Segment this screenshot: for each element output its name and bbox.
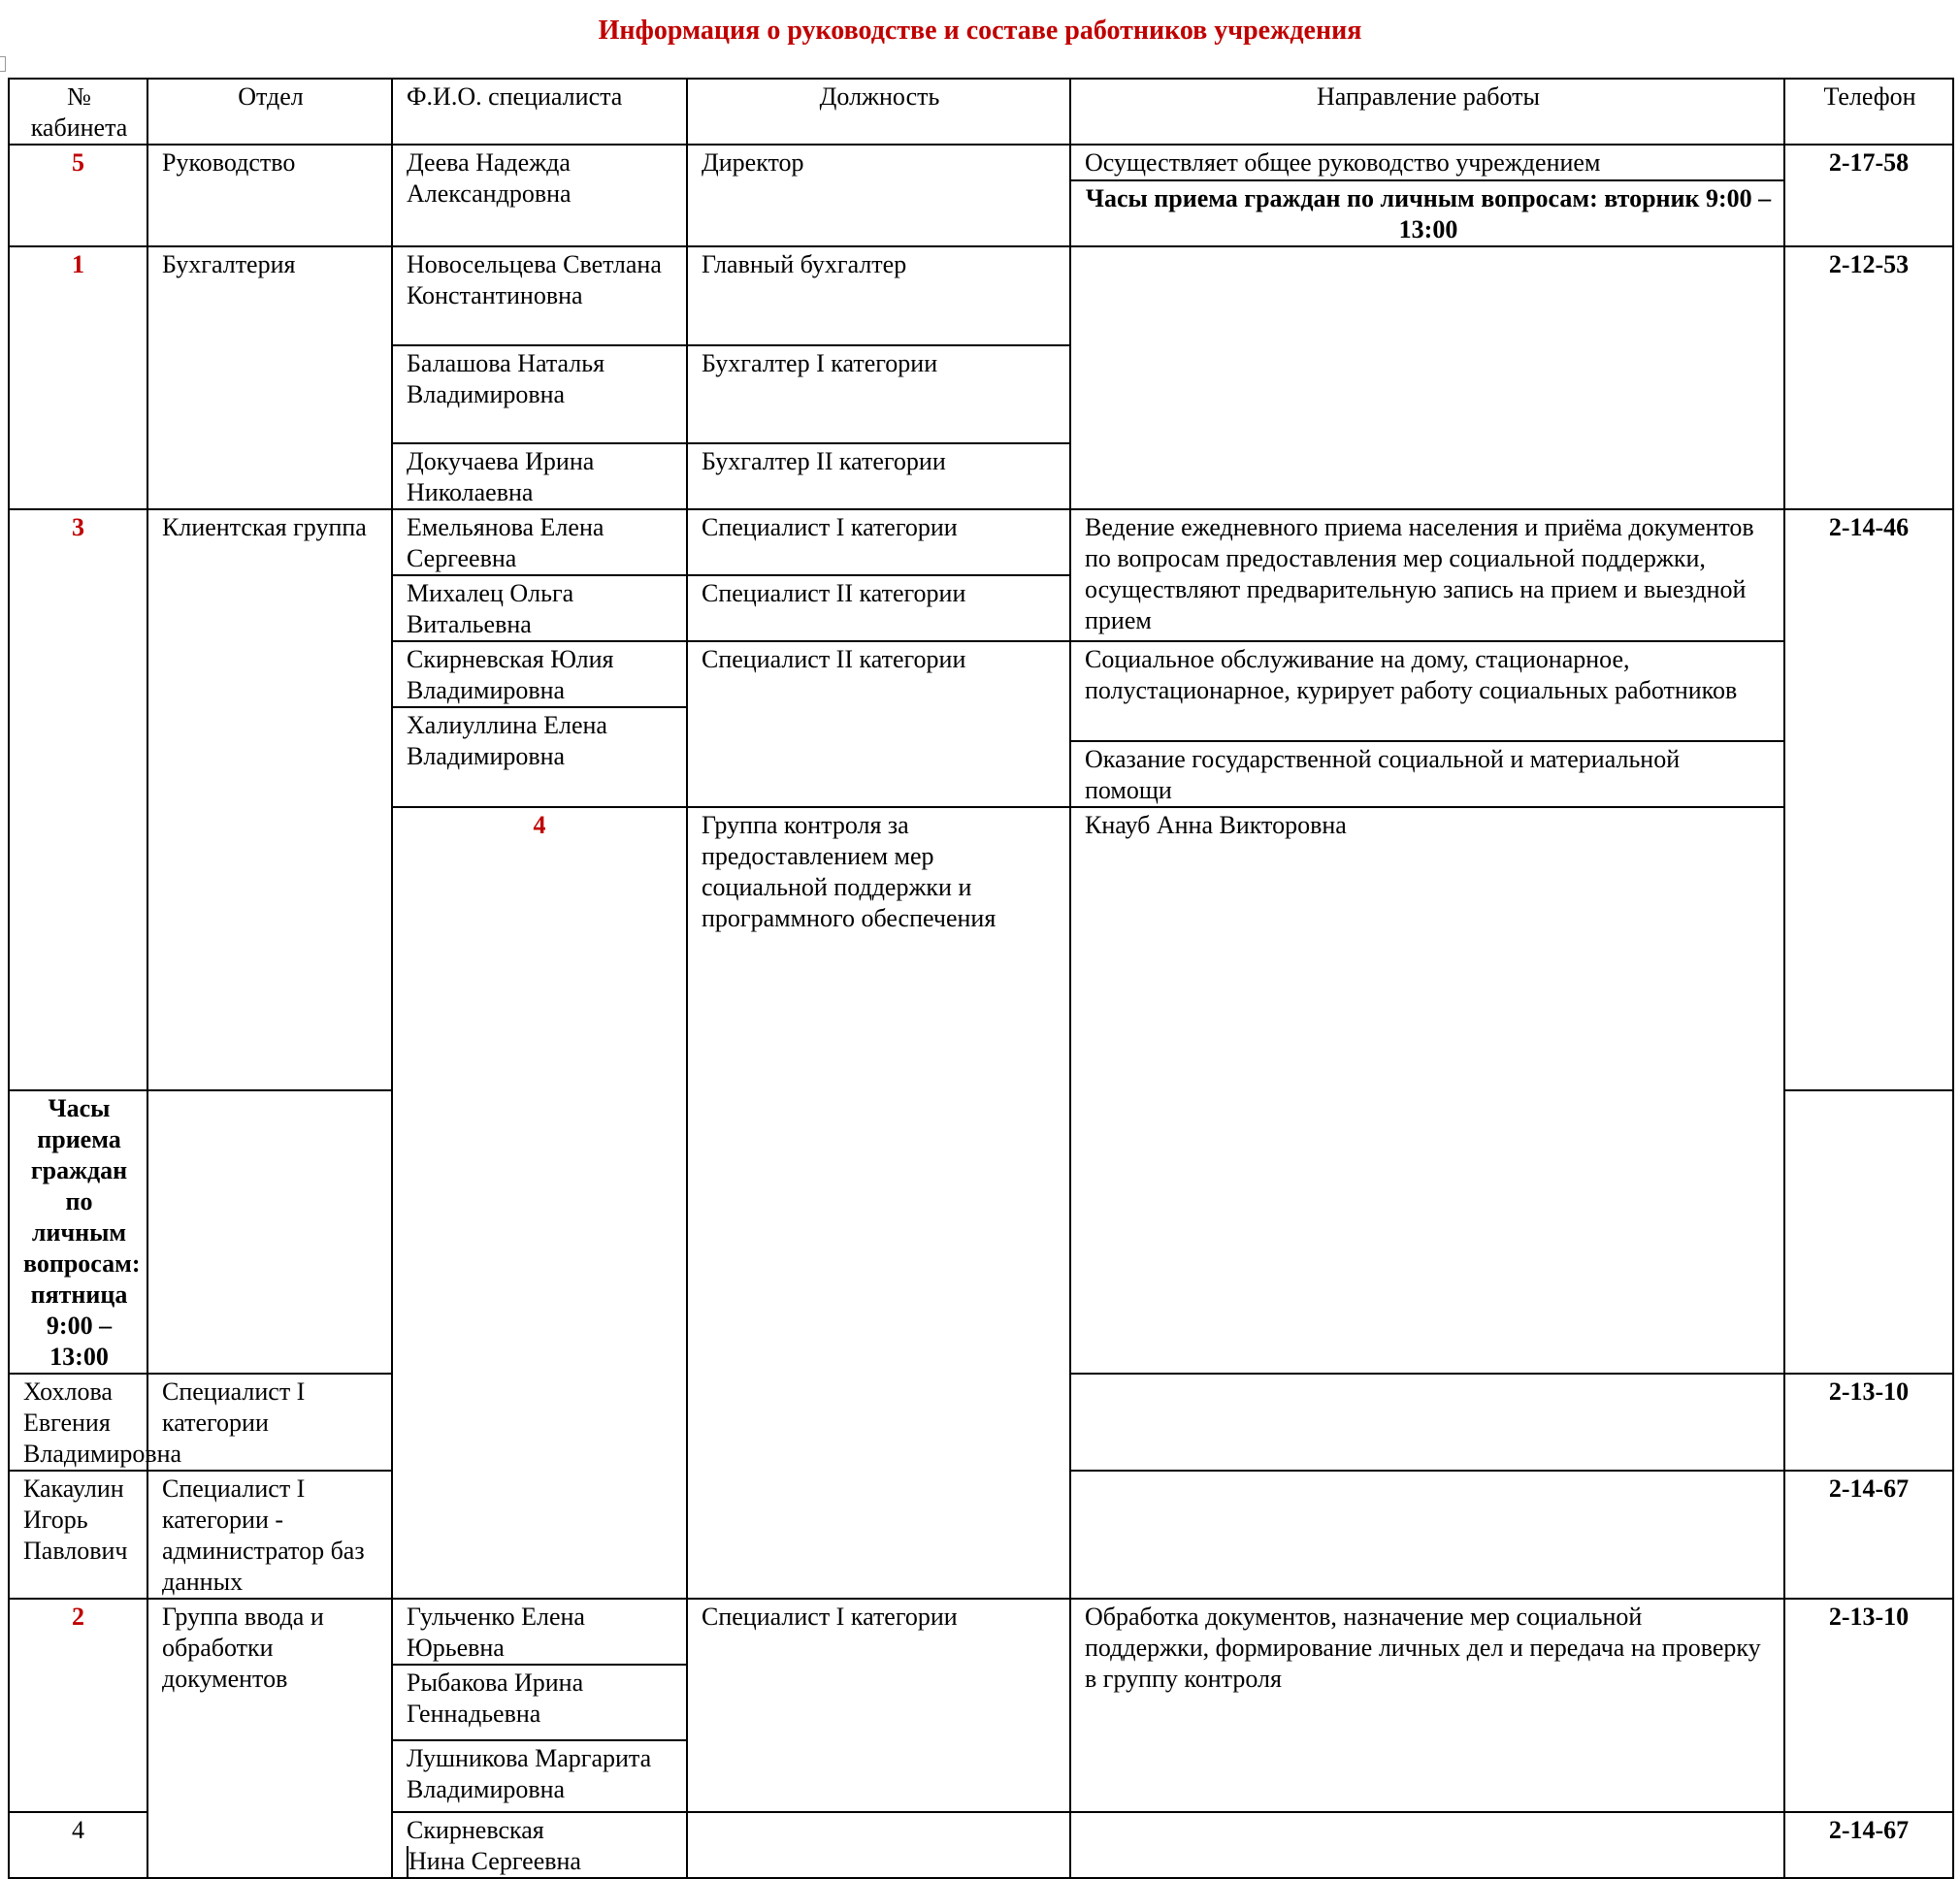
room-number: 4	[392, 807, 687, 1599]
name-cell: Гульченко Елена Юрьевна	[392, 1599, 687, 1665]
department-cell: Группа контроля за предоставлением мер социальной поддержки и программного обеспечения	[687, 807, 1070, 1599]
reception-hours-cell: Часы приема граждан по личным вопросам: вторник 9:00 – 13:00	[1070, 180, 1784, 246]
room-number: 3	[9, 509, 147, 1090]
name-cell: Кнауб Анна Викторовна	[1070, 807, 1784, 1374]
phone-cell: 2-14-67	[1784, 1471, 1953, 1599]
reception-hours-cell: Часы приема граждан по личным вопросам: пятница 9:00 – 13:00	[9, 1090, 147, 1374]
name-cell: Деева Надежда Александровна	[392, 145, 687, 246]
phone-cell: 2-14-67	[1784, 1812, 1953, 1878]
department-cell: Группа ввода и обработки документов	[147, 1599, 392, 1878]
name-cell: Халиуллина Елена Владимировна	[392, 707, 687, 807]
phone-cell: 2-13-10	[1784, 1374, 1953, 1471]
name-line: Скирневская	[407, 1816, 544, 1844]
direction-cell-empty	[1070, 1374, 1784, 1471]
department-cell: Клиентская группа	[147, 509, 392, 1090]
direction-cell: Обработка документов, назначение мер социальной поддержки, формирование личных дел и передача на проверку в группу контроля	[1070, 1599, 1784, 1812]
table-row	[9, 1599, 1953, 1665]
table-header-row	[9, 79, 1953, 145]
direction-cell-empty	[1070, 246, 1784, 509]
header-department: Отдел	[147, 79, 392, 145]
position-cell: Специалист II категории	[687, 641, 1070, 807]
name-cell: Лушникова Маргарита Владимировна	[392, 1740, 687, 1812]
header-phone: Телефон	[1784, 79, 1953, 145]
name-line: Нина Сергеевна	[407, 1846, 674, 1877]
position-cell: Специалист II категории	[687, 575, 1070, 641]
name-cell: Скирневская Юлия Владимировна	[392, 641, 687, 707]
direction-cell-empty	[1070, 1812, 1784, 1878]
position-cell: Бухгалтер II категории	[687, 443, 1070, 509]
page-title: Информация о руководстве и составе работников учреждения	[598, 16, 1362, 46]
name-cell: Какаулин Игорь Павлович	[9, 1471, 147, 1599]
name-cell: Хохлова Евгения Владимировна	[9, 1374, 147, 1471]
name-cell: Докучаева Ирина Николаевна	[392, 443, 687, 509]
position-cell-empty	[687, 1812, 1070, 1878]
position-cell: Специалист I категории	[687, 509, 1070, 575]
room-number: 4	[9, 1812, 147, 1878]
name-cell	[392, 1812, 687, 1878]
header-position: Должность	[687, 79, 1070, 145]
table-row	[9, 145, 1953, 180]
name-cell: Михалец Ольга Витальевна	[392, 575, 687, 641]
header-direction: Направление работы	[1070, 79, 1784, 145]
phone-cell: 2-17-58	[1784, 145, 1953, 246]
position-cell: Специалист I категории	[687, 1599, 1070, 1812]
name-cell: Емельянова Елена Сергеевна	[392, 509, 687, 575]
name-cell: Балашова Наталья Владимировна	[392, 345, 687, 443]
direction-cell-empty	[1070, 1471, 1784, 1599]
name-cell: Рыбакова Ирина Геннадьевна	[392, 1665, 687, 1740]
position-cell: Бухгалтер I категории	[687, 345, 1070, 443]
table-row	[9, 246, 1953, 345]
room-number: 2	[9, 1599, 147, 1812]
department-cell: Бухгалтерия	[147, 246, 392, 509]
header-room: № кабинета	[9, 79, 147, 145]
table-anchor-icon	[0, 56, 6, 72]
direction-cell: Осуществляет общее руководство учреждением	[1070, 145, 1784, 180]
position-cell: Главный бухгалтер	[687, 246, 1070, 345]
staff-table	[8, 78, 1954, 1879]
position-cell: Специалист I категории - администратор баз данных	[147, 1471, 392, 1599]
phone-cell: 2-12-53	[1784, 246, 1953, 509]
direction-cell: Оказание государственной социальной и материальной помощи	[1070, 741, 1784, 807]
room-number: 1	[9, 246, 147, 509]
room-number: 5	[9, 145, 147, 246]
name-cell: Новосельцева Светлана Константиновна	[392, 246, 687, 345]
table-row	[9, 509, 1953, 575]
header-name: Ф.И.О. специалиста	[392, 79, 687, 145]
direction-cell: Ведение ежедневного приема населения и приёма документов по вопросам предоставления мер социальной поддержки, осуществляют предварительную запись на прием и выездной прием	[1070, 509, 1784, 641]
direction-cell: Социальное обслуживание на дому, стационарное, полустационарное, курирует работу социальных работников	[1070, 641, 1784, 741]
position-cell: Специалист I категории	[147, 1374, 392, 1471]
department-cell: Руководство	[147, 145, 392, 246]
phone-cell: 2-14-46	[1784, 509, 1953, 1090]
position-cell: Директор	[687, 145, 1070, 246]
phone-cell: 2-13-10	[1784, 1599, 1953, 1812]
